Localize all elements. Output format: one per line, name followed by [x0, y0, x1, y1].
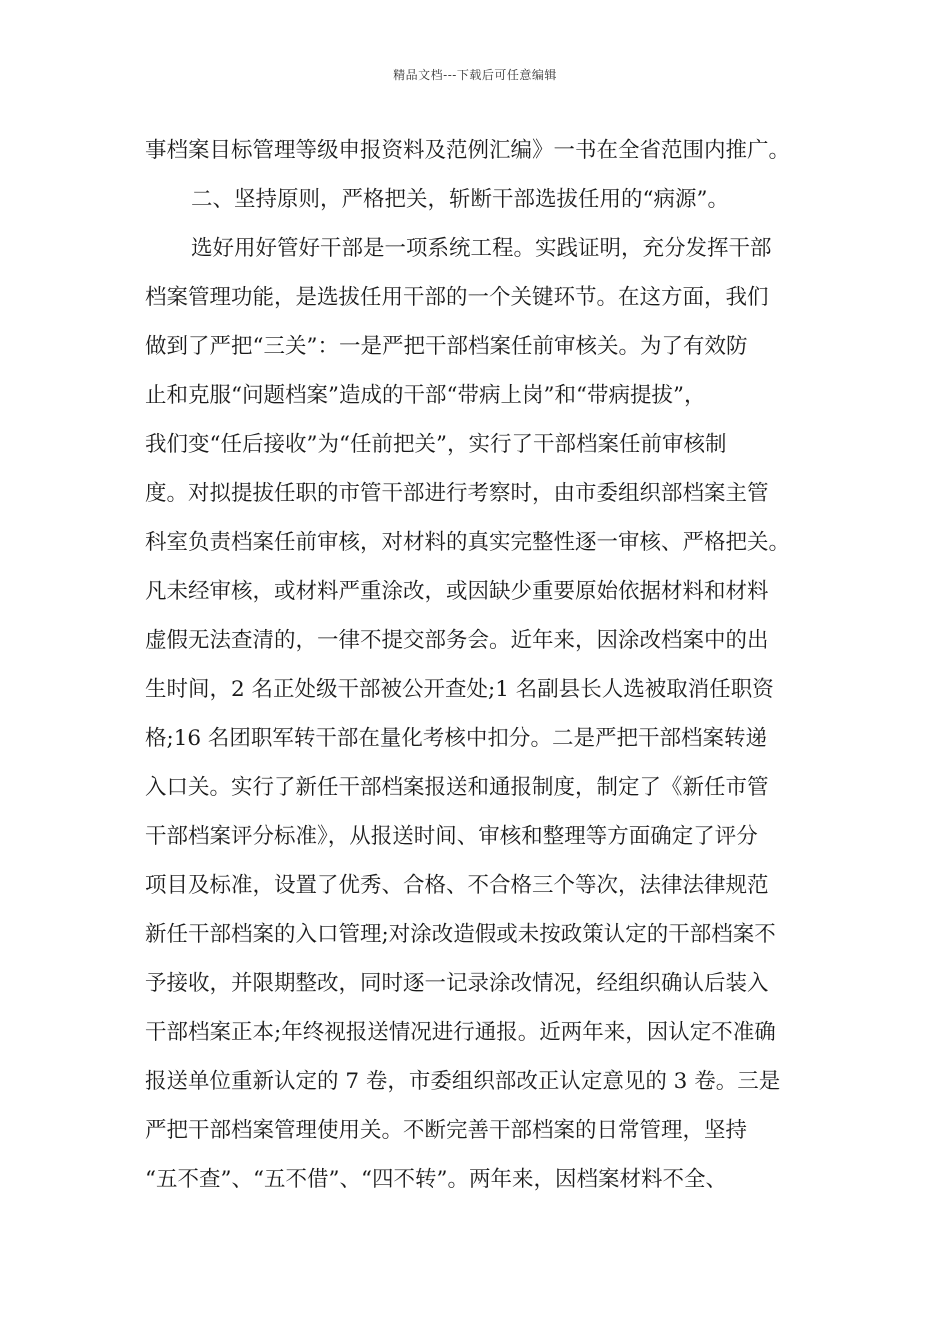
text-line: 入口关。实行了新任干部档案报送和通报制度，制定了《新任市管	[145, 775, 769, 800]
text-line: 事档案目标管理等级申报资料及范例汇编》一书在全省范围内推广。	[145, 138, 791, 163]
text-line: 项目及标准，设置了优秀、合格、不合格三个等次，法律法律规范	[145, 873, 769, 898]
text-line: 报送单位重新认定的 7 卷，市委组织部改正认定意见的 3 卷。三是	[145, 1069, 781, 1094]
text-line: 生时间，2 名正处级干部被公开查处;1 名副县长人选被取消任职资	[145, 677, 774, 702]
text-line: 新任干部档案的入口管理;对涂改造假或未按政策认定的干部档案不	[145, 922, 776, 947]
text-line: 选好用好管好干部是一项系统工程。实践证明，充分发挥干部	[191, 236, 772, 261]
text-line: 干部档案评分标准》，从报送时间、审核和整理等方面确定了评分	[145, 824, 758, 849]
text-line: 虚假无法查清的，一律不提交部务会。近年来，因涂改档案中的出	[145, 628, 769, 653]
section-heading: 二、坚持原则，严格把关，斩断干部选拔任用的“病源”。	[191, 187, 729, 212]
text-line: “五不查”、“五不借”、“四不转”。两年来，因档案材料不全、	[145, 1167, 727, 1192]
text-line: 我们变“任后接收”为“任前把关”，实行了干部档案任前审核制	[145, 432, 727, 457]
text-line: 做到了严把“三关”：一是严把干部档案任前审核关。为了有效防	[145, 334, 748, 359]
text-line: 格;16 名团职军转干部在量化考核中扣分。二是严把干部档案转递	[145, 726, 767, 751]
text-line: 止和克服“问题档案”造成的干部“带病上岗”和“带病提拔”，	[145, 383, 706, 408]
text-line: 科室负责档案任前审核，对材料的真实完整性逐一审核、严格把关。	[145, 530, 791, 555]
text-line: 档案管理功能，是选拔任用干部的一个关键环节。在这方面，我们	[145, 285, 769, 310]
text-line: 严把干部档案管理使用关。不断完善干部档案的日常管理，坚持	[145, 1118, 748, 1143]
text-line: 干部档案正本;年终视报送情况进行通报。近两年来，因认定不准确	[145, 1020, 776, 1045]
text-line: 予接收，并限期整改，同时逐一记录涂改情况，经组织确认后装入	[145, 971, 769, 996]
text-line: 凡未经审核，或材料严重涂改，或因缺少重要原始依据材料和材料	[145, 579, 769, 604]
document-body	[145, 126, 835, 1204]
text-line: 度。对拟提拔任职的市管干部进行考察时，由市委组织部档案主管	[145, 481, 769, 506]
page-header: 精品文档---下载后可任意编辑	[393, 68, 557, 82]
